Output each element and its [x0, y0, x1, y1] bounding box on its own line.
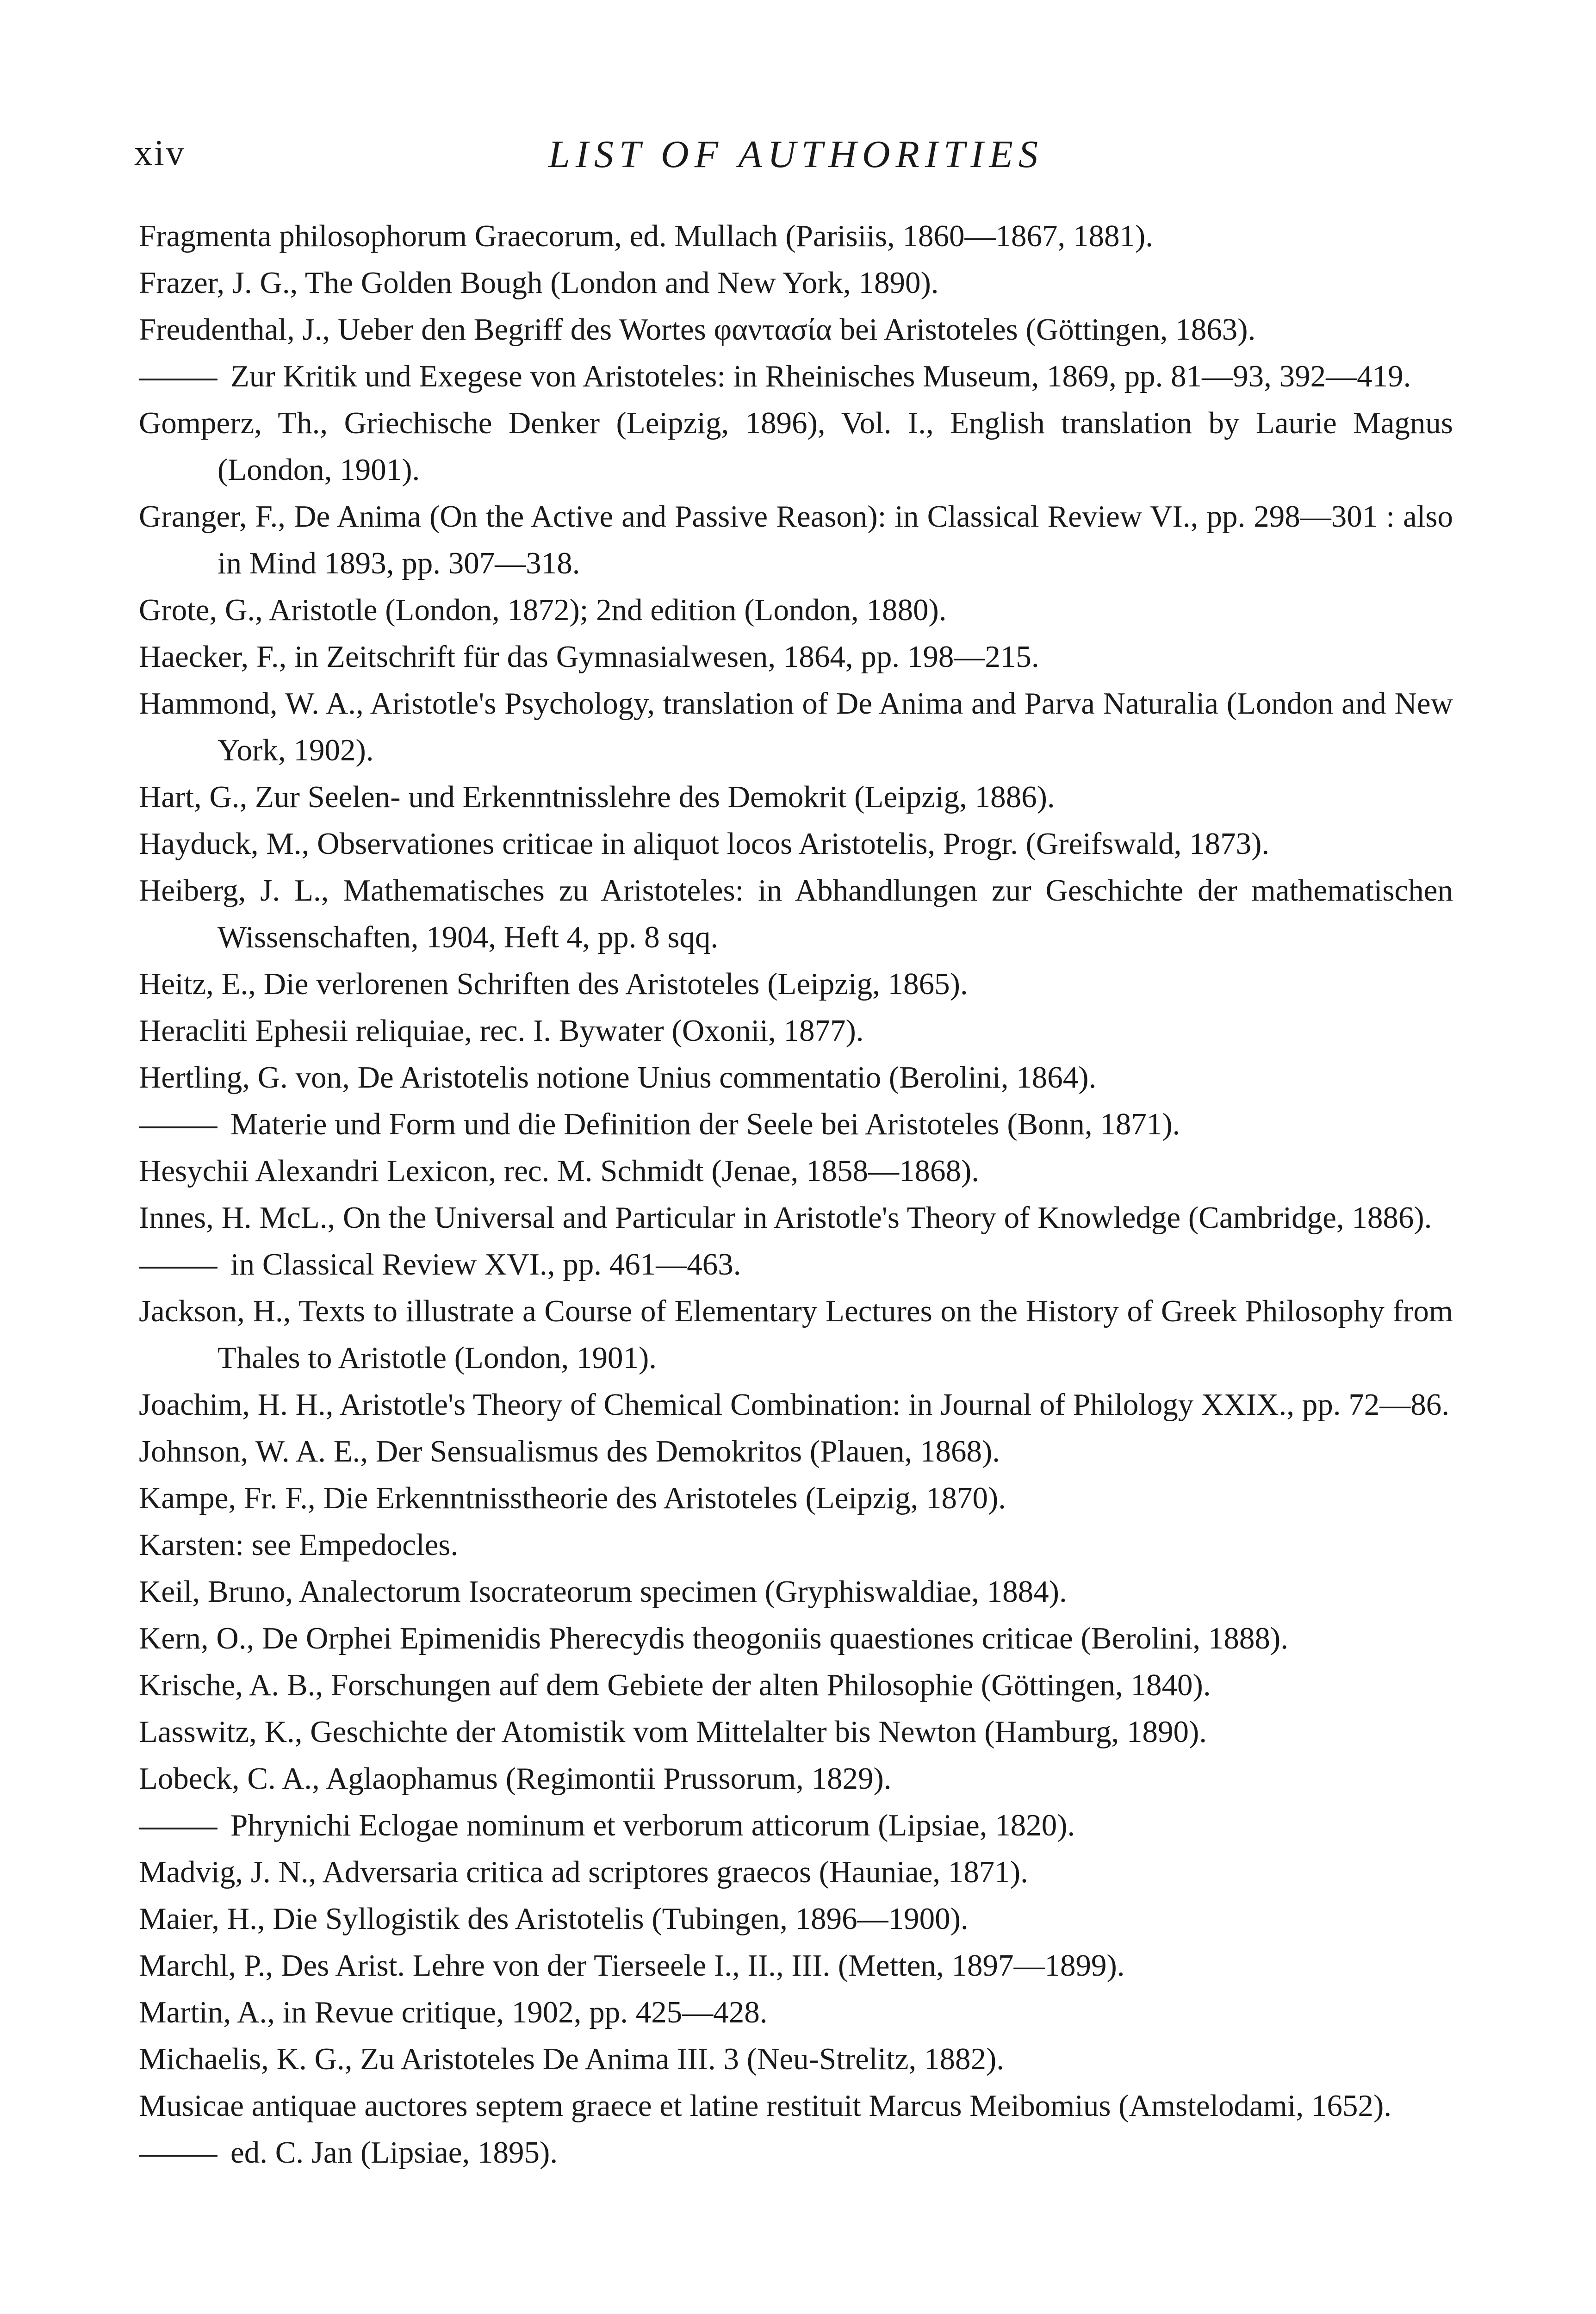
entry-text: Karsten: see Empedocles. — [139, 1528, 459, 1562]
ditto-dash — [139, 1828, 217, 1829]
entry-text: Hammond, W. A., Aristotle's Psychology, translation of De Anima and Parva Naturalia (London and New York, 1902). — [139, 686, 1453, 767]
bibliography-entry — [139, 493, 1453, 587]
bibliography-entry — [139, 1568, 1453, 1615]
entry-text: Heracliti Ephesii reliquiae, rec. I. Bywater (Oxonii, 1877). — [139, 1014, 864, 1048]
bibliography-entry — [139, 1428, 1453, 1475]
ditto-dash — [139, 2155, 217, 2157]
entry-text: Marchl, P., Des Arist. Lehre von der Tierseele I., II., III. (Metten, 1897—1899). — [139, 1948, 1125, 1983]
entry-text: Hart, G., Zur Seelen- und Erkenntnisslehre des Demokrit (Leipzig, 1886). — [139, 780, 1055, 814]
ditto-dash — [139, 1267, 217, 1269]
bibliography-entry — [139, 1942, 1453, 1989]
page-header — [134, 132, 1458, 183]
entry-text: Zur Kritik und Exegese von Aristoteles: in Rheinisches Museum, 1869, pp. 81—93, 392—419. — [230, 359, 1411, 393]
entry-text: Lobeck, C. A., Aglaophamus (Regimontii Prussorum, 1829). — [139, 1761, 892, 1796]
page-number: xiv — [134, 132, 186, 173]
entry-text: Heiberg, J. L., Mathematisches zu Aristoteles: in Abhandlungen zur Geschichte der mathematischen Wissenschaften, 1904, Heft 4, pp. 8 sqq. — [139, 873, 1453, 954]
bibliography-entry — [139, 1194, 1453, 1241]
bibliography-entry-continuation — [139, 1241, 1453, 1288]
bibliography-entry-continuation — [139, 1802, 1453, 1849]
bibliography-entry — [139, 1008, 1453, 1054]
entry-text: Maier, H., Die Syllogistik des Aristotelis (Tubingen, 1896—1900). — [139, 1902, 969, 1936]
entry-text: Hayduck, M., Observationes criticae in aliquot locos Aristotelis, Progr. (Greifswald, 1873). — [139, 827, 1270, 861]
entry-text: Kampe, Fr. F., Die Erkenntnisstheorie des Aristoteles (Leipzig, 1870). — [139, 1481, 1006, 1515]
entry-text: Joachim, H. H., Aristotle's Theory of Chemical Combination: in Journal of Philology XXIX., pp. 72—86. — [139, 1387, 1450, 1422]
entry-text: Jackson, H., Texts to illustrate a Course of Elementary Lectures on the History of Greek Philosophy from Thales to Aristotle (London, 1901). — [139, 1294, 1453, 1375]
bibliography-entry — [139, 634, 1453, 680]
entry-text: Innes, H. McL., On the Universal and Particular in Aristotle's Theory of Knowledge (Cambridge, 1886). — [139, 1201, 1432, 1235]
entry-text: Hertling, G. von, De Aristotelis notione Unius commentatio (Berolini, 1864). — [139, 1060, 1097, 1095]
bibliography-entry — [139, 2083, 1453, 2129]
bibliography-entry — [139, 774, 1453, 821]
ditto-dash — [139, 1126, 217, 1128]
entry-text: Grote, G., Aristotle (London, 1872); 2nd edition (London, 1880). — [139, 593, 947, 627]
bibliography-entry — [139, 1148, 1453, 1194]
bibliography-entry — [139, 400, 1453, 493]
bibliography-entry — [139, 1615, 1453, 1662]
bibliography-entry — [139, 213, 1453, 260]
running-title: LIST OF AUTHORITIES — [548, 133, 1043, 176]
entry-text: Granger, F., De Anima (On the Active and Passive Reason): in Classical Review VI., pp. 298—301 : also in Mind 1893, pp. 307—318. — [139, 499, 1453, 580]
bibliography-entry — [139, 1896, 1453, 1942]
bibliography-entry — [139, 1989, 1453, 2036]
entry-text: in Classical Review XVI., pp. 461—463. — [230, 1247, 741, 1281]
entry-text: Haecker, F., in Zeitschrift für das Gymnasialwesen, 1864, pp. 198—215. — [139, 640, 1039, 674]
entry-text: Martin, A., in Revue critique, 1902, pp. 425—428. — [139, 1995, 768, 2029]
entry-text: Michaelis, K. G., Zu Aristoteles De Anima III. 3 (Neu-Strelitz, 1882). — [139, 2042, 1005, 2076]
entry-text: Madvig, J. N., Adversaria critica ad scriptores graecos (Hauniae, 1871). — [139, 1855, 1028, 1889]
bibliography-entry — [139, 680, 1453, 774]
entry-text: ed. C. Jan (Lipsiae, 1895). — [230, 2135, 558, 2170]
authorities-list — [139, 213, 1453, 2176]
bibliography-entry-continuation — [139, 353, 1453, 400]
bibliography-entry — [139, 821, 1453, 867]
bibliography-entry-continuation — [139, 1101, 1453, 1148]
bibliography-entry — [139, 1662, 1453, 1709]
bibliography-entry — [139, 587, 1453, 634]
entry-text: Lasswitz, K., Geschichte der Atomistik vom Mittelalter bis Newton (Hamburg, 1890). — [139, 1715, 1207, 1749]
bibliography-entry — [139, 1054, 1453, 1101]
bibliography-entry — [139, 1522, 1453, 1568]
bibliography-entry — [139, 961, 1453, 1008]
entry-text: Gomperz, Th., Griechische Denker (Leipzig, 1896), Vol. I., English translation by Laurie Magnus (London, 1901). — [139, 406, 1453, 487]
bibliography-entry — [139, 1475, 1453, 1522]
entry-text: Frazer, J. G., The Golden Bough (London and New York, 1890). — [139, 266, 939, 300]
bibliography-entry — [139, 1849, 1453, 1896]
bibliography-entry — [139, 1381, 1453, 1428]
entry-text: Krische, A. B., Forschungen auf dem Gebiete der alten Philosophie (Göttingen, 1840). — [139, 1668, 1211, 1702]
ditto-dash — [139, 379, 217, 380]
entry-text: Johnson, W. A. E., Der Sensualismus des Demokritos (Plauen, 1868). — [139, 1434, 1000, 1468]
entry-text: Musicae antiquae auctores septem graece et latine restituit Marcus Meibomius (Amstelodami, 1652). — [139, 2089, 1392, 2123]
entry-text: Materie und Form und die Definition der Seele bei Aristoteles (Bonn, 1871). — [230, 1107, 1180, 1141]
bibliography-entry — [139, 1288, 1453, 1381]
bibliography-entry — [139, 2036, 1453, 2083]
entry-text: Fragmenta philosophorum Graecorum, ed. Mullach (Parisiis, 1860—1867, 1881). — [139, 219, 1154, 253]
entry-text: Freudenthal, J., Ueber den Begriff des Wortes φαντασία bei Aristoteles (Göttingen, 1863). — [139, 312, 1256, 347]
bibliography-entry — [139, 867, 1453, 961]
bibliography-entry — [139, 260, 1453, 306]
entry-text: Hesychii Alexandri Lexicon, rec. M. Schmidt (Jenae, 1858—1868). — [139, 1154, 980, 1188]
bibliography-entry — [139, 1755, 1453, 1802]
entry-text: Heitz, E., Die verlorenen Schriften des Aristoteles (Leipzig, 1865). — [139, 967, 968, 1001]
entry-text: Phrynichi Eclogae nominum et verborum atticorum (Lipsiae, 1820). — [230, 1808, 1075, 1842]
bibliography-entry — [139, 1709, 1453, 1755]
entry-text: Kern, O., De Orphei Epimenidis Pherecydis theogoniis quaestiones criticae (Berolini, 1888). — [139, 1621, 1288, 1655]
bibliography-entry — [139, 306, 1453, 353]
bibliography-entry-continuation — [139, 2129, 1453, 2176]
entry-text: Keil, Bruno, Analectorum Isocrateorum specimen (Gryphiswaldiae, 1884). — [139, 1574, 1067, 1609]
